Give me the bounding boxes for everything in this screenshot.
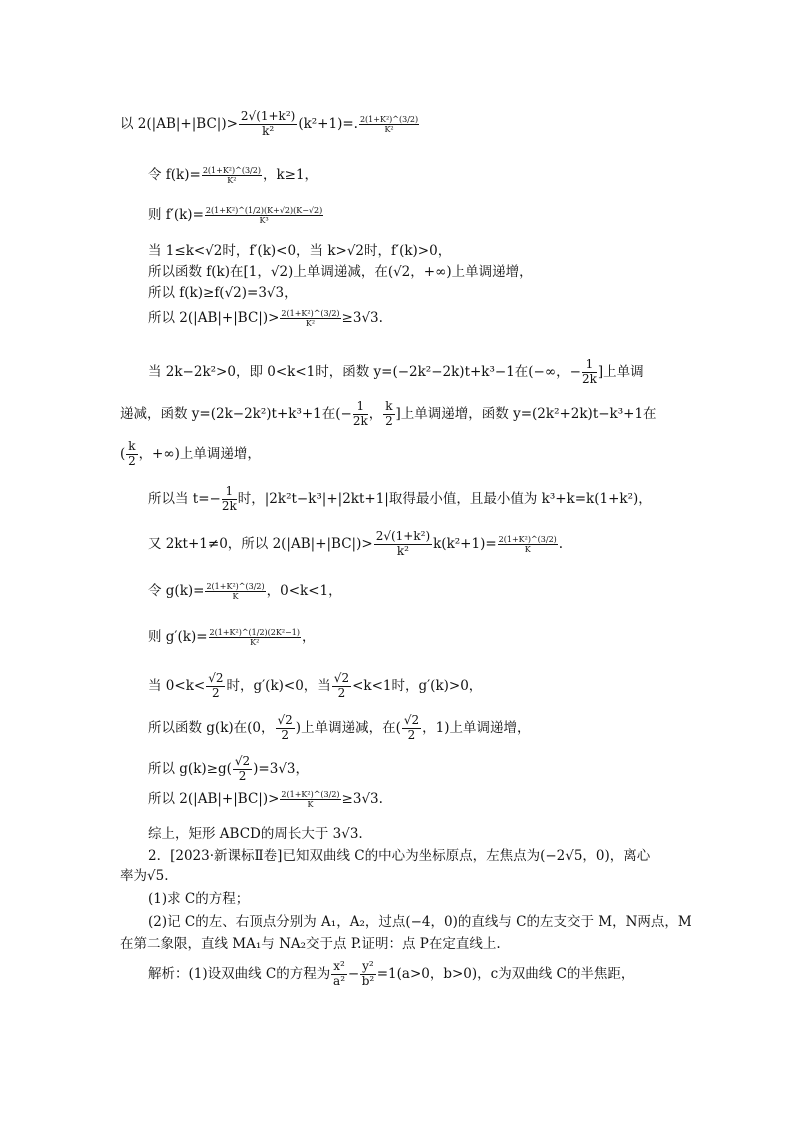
- fraction: $\frac{\text{2(1+K²)\textasciicircum{}(1/2)(2K²−1)}}{\text{K²}}$: [209, 628, 300, 648]
- text-line: 则 f′(k)= $\frac{\text{2(1+K²)\textasciicircum{}(1/2)(K+√2)(K−√2)}}{\text{K³}}$: [148, 206, 323, 226]
- text-line: 当 2k−2k²>0，即 0<k<1时，函数 y=(−2k²−2k)t+k³−1在(−∞，− $\frac{1}{2k}$ ]上单调: [148, 357, 644, 386]
- text-line: 综上，矩形 ABCD的周长大于 3√3.: [148, 826, 363, 842]
- fraction: $\frac{1}{2k}$: [581, 357, 597, 386]
- question-text: (1)求 C的方程；: [148, 891, 250, 907]
- text-line: 所以 f(k)≥f(√2)=3√3，: [148, 285, 298, 301]
- text-line: 所以函数 g(k)在(0， $\frac{√2}{2}$ )上单调递减，在( $\frac{√2}{2}$ ，1)上单调递增，: [148, 713, 531, 742]
- text-line: 令 g(k)= $\frac{\text{2(1+K²)\textasciicircum{}(3/2)}}{K}$ ，0<k<1，: [148, 582, 342, 602]
- question-text: 率为√5.: [120, 868, 169, 884]
- solution-text: 解析：(1)设双曲线 C的方程为 $\frac{\text{x²}}{\text{a²}}$ − $\frac{\text{y²}}{\text{b²}}$ =1(a>0，b>0)，c为双曲线 C的半焦距，: [148, 959, 635, 988]
- fraction: $\frac{\text{2(1+K²)\textasciicircum{}(3/2)}}{\text{K²}}$: [202, 166, 261, 186]
- fraction: $\frac{\text{2√(1+k²)}}{\text{k²}}$: [375, 529, 431, 558]
- text-line: 则 g′(k)= $\frac{\text{2(1+K²)\textasciicircum{}(1/2)(2K²−1)}}{\text{K²}}$ ，: [148, 628, 316, 648]
- fraction: $\frac{\text{y²}}{\text{b²}}$: [361, 959, 375, 988]
- text-line: 所以函数 f(k)在[1，√2)上单调递减，在(√2，+∞)上单调递增，: [148, 264, 533, 280]
- question-text: 在第二象限，直线 MA₁与 NA₂交于点 P.证明：点 P在定直线上.: [120, 936, 501, 952]
- fraction: $\frac{\text{2(1+K²)\textasciicircum{}(1/2)(K+√2)(K−√2)}}{\text{K³}}$: [205, 206, 323, 226]
- fraction: $\frac{√2}{2}$: [234, 754, 251, 783]
- fraction: $\frac{√2}{2}$: [208, 671, 224, 700]
- text-line: 当 1≤k<√2时，f′(k)<0，当 k>√2时，f′(k)>0，: [148, 243, 452, 259]
- fraction: $\frac{√2}{2}$: [333, 671, 350, 700]
- fraction: $\frac{\text{2(1+K²)\textasciicircum{}(3/2)}}{K}$: [281, 790, 340, 810]
- fraction: $\frac{\text{2√(1+k²)}}{\text{k²}}$: [240, 109, 296, 138]
- text-line: 所以当 t=− $\frac{1}{2k}$ 时，|2k²t−k³|+|2kt+1|取得最小值，且最小值为 k³+k=k(1+k²)，: [148, 484, 652, 513]
- fraction: $\frac{k}{2}$: [128, 439, 136, 468]
- text-line: ( $\frac{k}{2}$ ，+∞)上单调递增，: [120, 439, 261, 468]
- text-line: 所以 g(k)≥g( $\frac{√2}{2}$ )=3√3，: [148, 754, 310, 783]
- question-text: (2)记 C的左、右顶点分别为 A₁，A₂，过点(−4，0)的直线与 C的左支交于 M，N两点，M: [148, 914, 692, 930]
- text-line: 令 f(k)= $\frac{\text{2(1+K²)\textasciicircum{}(3/2)}}{\text{K²}}$ ，k≥1，: [148, 166, 319, 186]
- fraction: $\frac{\text{2(1+K²)\textasciicircum{}(3/2)}}{K}$: [498, 534, 557, 554]
- fraction: $\frac{\text{2(1+K²)\textasciicircum{}(3/2)}}{K}$: [206, 582, 265, 602]
- text-line: 递减，函数 y=(2k−2k²)t+k³+1在(− $\frac{1}{2k}$ ， $\frac{k}{2}$ ]上单调递增，函数 y=(2k²+2k)t−k³+1在: [120, 399, 657, 428]
- fraction: $\frac{√2}{2}$: [403, 713, 420, 742]
- text-line: 所以 2(|AB|+|BC|)> $\frac{\text{2(1+K²)\textasciicircum{}(3/2)}}{K}$ ≥3√3.: [148, 790, 383, 810]
- fraction: $\frac{1}{2k}$: [221, 484, 237, 513]
- fraction: $\frac{\text{x²}}{\text{a²}}$: [333, 959, 346, 988]
- fraction: $\frac{k}{2}$: [385, 399, 393, 428]
- fraction: $\frac{\text{2(1+K²)\textasciicircum{}(3/2)}}{\text{K²}}$: [359, 114, 419, 134]
- text-line: 所以 2(|AB|+|BC|)> $\frac{\text{2(1+K²)\textasciicircum{}(3/2)}}{\text{K²}}$ ≥3√3.: [148, 309, 383, 329]
- text-line: 以 2(|AB|+|BC|)> $\frac{\text{2√(1+k²)}}{\text{k²}}$ (k²+1)=. $\frac{\text{2(1+K²)\textasciicircum{}(3/2)}}{\text{K²}}$: [120, 109, 419, 138]
- fraction: $\frac{1}{2k}$: [352, 399, 368, 428]
- text-line: 又 2kt+1≠0，所以 2(|AB|+|BC|)> $\frac{\text{2√(1+k²)}}{\text{k²}}$ k(k²+1)= $\frac{\text{2(1+K²)\textasciicircum{}(3/2)}}{K}$ .: [148, 529, 564, 558]
- question-text: 2．[2023·新课标Ⅱ卷]已知双曲线 C的中心为坐标原点，左焦点为(−2√5，0)，离心: [148, 848, 651, 864]
- fraction: $\frac{\text{2(1+K²)\textasciicircum{}(3/2)}}{\text{K²}}$: [281, 309, 340, 329]
- text-line: 当 0<k< $\frac{√2}{2}$ 时，g′(k)<0，当 $\frac{√2}{2}$ <k<1时，g′(k)>0，: [148, 671, 483, 700]
- fraction: $\frac{√2}{2}$: [277, 713, 293, 742]
